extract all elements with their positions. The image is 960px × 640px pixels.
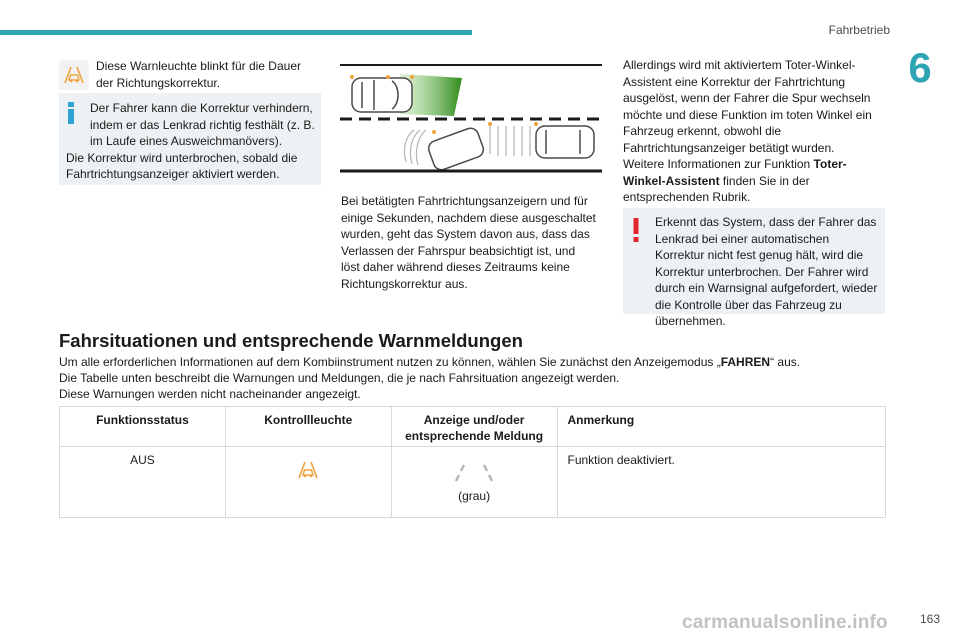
exclamation-icon xyxy=(633,218,639,242)
alert-text: Erkennt das System, dass der Fahrer das Lenkrad bei einer automatischen Korrektur nicht fest genug hält, wird die Korrektur unterbrochen. Der Fahrer wird durch ein Warnsignal aufgefordert, wieder die Kontrolle über das Fahrzeug zu übernehmen. xyxy=(655,215,878,328)
intro-text-2: Die Tabelle unten beschreibt die Warnungen und Meldungen, die je nach Fahrsituation angezeigt werden. xyxy=(59,371,620,385)
row-remark: Funktion deaktiviert. xyxy=(557,447,886,518)
lane-markings-grey-icon xyxy=(444,461,504,483)
info-icon xyxy=(68,102,74,124)
info-box xyxy=(59,93,321,185)
row-display xyxy=(391,447,557,518)
header-remark: Anmerkung xyxy=(557,407,886,447)
info-text-1: Der Fahrer kann die Korrektur verhindern, indem er das Lenkrad richtig festhält (z. B. im Laufe eines Ausweichmanövers). xyxy=(90,101,315,148)
reference-text-prefix: Weitere Informationen zur Funktion xyxy=(623,157,814,171)
chapter-number: 6 xyxy=(908,44,932,91)
lane-change-illustration xyxy=(340,64,602,180)
blind-spot-function-name: Toter-Winkel-Assistent xyxy=(623,157,847,188)
blind-spot-paragraph xyxy=(623,57,885,206)
intro-text-1-prefix: Um alle erforderlichen Informationen auf dem Kombiinstrument nutzen zu können, wählen Sie zunächst den Anzeigemodus „ xyxy=(59,355,721,369)
header-display-line1: Anzeige und/oder xyxy=(423,413,525,427)
intro-text-1-suffix: “ aus. xyxy=(770,355,801,369)
table-header-row xyxy=(60,407,886,447)
section-heading: Fahrsituationen und entsprechende Warnmeldungen xyxy=(59,330,523,351)
header-lamp: Kontrollleuchte xyxy=(225,407,391,447)
row-status: AUS xyxy=(60,447,226,518)
info-text-2: Die Korrektur wird unterbrochen, sobald die Fahrtrichtungsanzeiger aktiviert werden. xyxy=(66,150,298,181)
table-row xyxy=(60,447,886,518)
header-accent-bar xyxy=(0,30,472,35)
header-display-line2: entsprechende Meldung xyxy=(405,429,544,443)
header-display xyxy=(391,407,557,447)
display-caption: (grau) xyxy=(458,489,491,503)
mode-name: FAHREN xyxy=(720,355,771,369)
blind-spot-text: Allerdings wird mit aktiviertem Toter-Winkel-Assistent eine Korrektur der Fahrtrichtung ausgelöst, wenn der Fahrer die Spur wechseln möchte und diese Funktion im toten Winkel ein Fahrzeug erkennt, obwohl die Fahrtrichtungsanzeiger betätigt wurden. xyxy=(623,58,872,155)
watermark: carmanualsonline.info xyxy=(682,612,888,633)
header-status: Funktionsstatus xyxy=(60,407,226,447)
section-intro xyxy=(59,354,889,402)
alert-box xyxy=(623,208,885,328)
indicator-paragraph: Bei betätigten Fahrtrichtungsanzeigern und für einige Sekunden, nachdem diese ausgeschaltet wurden, geht das System davon aus, dass das Verlassen der Fahrspur beabsichtigt ist, und löst daher während dieses Zeitraums keine Richtungskorrektur aus. xyxy=(341,194,596,291)
row-lamp xyxy=(225,447,391,518)
section-title: Fahrbetrieb xyxy=(828,23,890,37)
intro-text-3: Diese Warnungen werden nicht nacheinander angezeigt. xyxy=(59,387,361,401)
warning-lamp-text: Diese Warnleuchte blinkt für die Dauer der Richtungskorrektur. xyxy=(96,59,301,90)
status-table xyxy=(59,406,886,518)
reference-text-suffix: finden Sie in der entsprechenden Rubrik. xyxy=(623,173,810,204)
lane-departure-warning-icon xyxy=(59,60,89,90)
page-number: 163 xyxy=(919,612,940,626)
lane-departure-warning-icon xyxy=(293,455,323,485)
